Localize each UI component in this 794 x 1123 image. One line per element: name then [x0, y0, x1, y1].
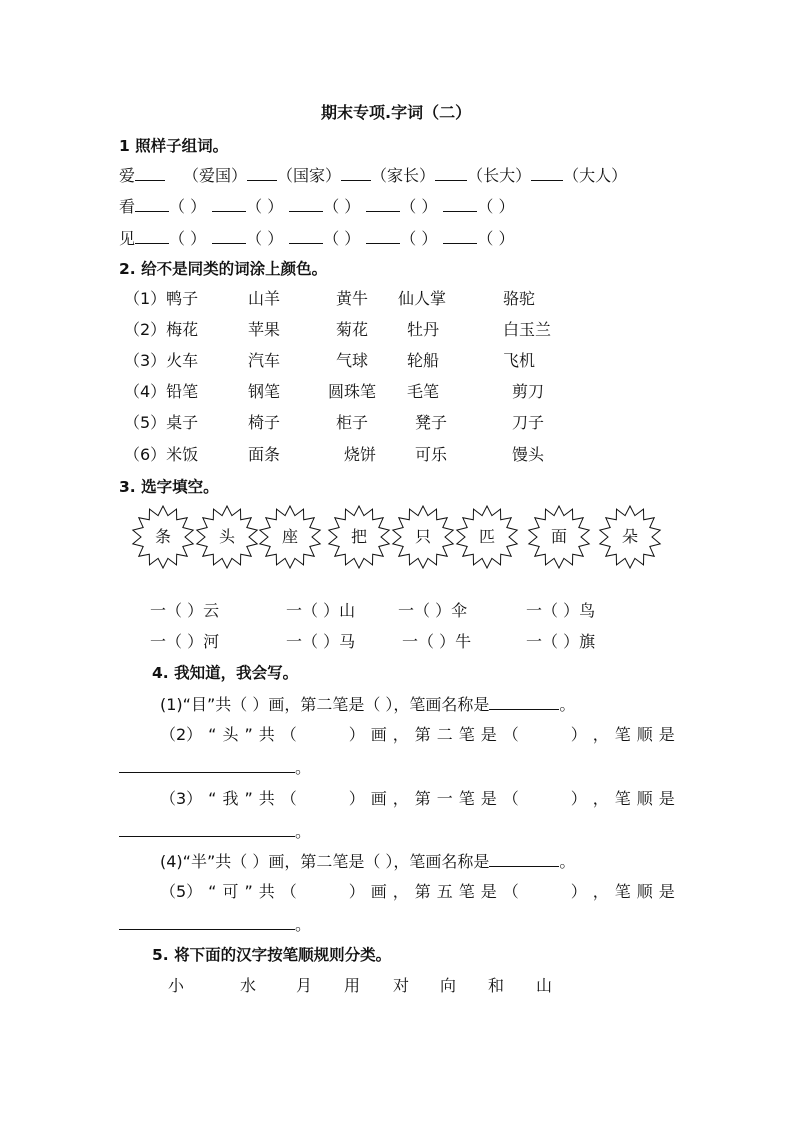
word-cell[interactable]: 椅子 [248, 413, 281, 432]
word-cell[interactable]: 面条 [248, 445, 281, 464]
choice-char: 匹 [478, 527, 495, 546]
q4-text: ） [570, 882, 587, 901]
q4-text: 我 [222, 789, 239, 808]
q1-example-item: （爱国） [183, 166, 248, 185]
blank-line[interactable] [289, 196, 323, 212]
blank-line[interactable] [489, 694, 559, 710]
q4-text: 一 [436, 789, 453, 808]
blank-line[interactable] [247, 165, 277, 181]
blank-line[interactable] [212, 228, 246, 244]
q4-text: 顺 [636, 725, 653, 744]
q1-example-item: （大人） [563, 166, 628, 185]
starburst-choice[interactable] [455, 505, 519, 569]
answer-paren[interactable]: （ ） [477, 197, 515, 216]
q1-example-item: （家长） [371, 166, 436, 185]
q2-row [124, 320, 584, 340]
q4-text: 画 [370, 882, 387, 901]
q4-text: 头 [222, 725, 239, 744]
sort-char: 向 [440, 976, 457, 995]
answer-paren-open[interactable]: （ [502, 725, 519, 744]
q1-example-char: 爱 [119, 166, 136, 185]
word-cell[interactable]: 圆珠笔 [328, 382, 377, 401]
q4-question-text: (4)“半”共（ ）画，第二笔是（ ），笔画名称是 [160, 852, 490, 871]
word-cell[interactable]: 凳子 [415, 413, 448, 432]
blank-line[interactable] [212, 196, 246, 212]
q4-text: ， [592, 725, 609, 744]
q2-row [124, 445, 584, 465]
q4-line-2: （2） “ 头 ” 共 （ ） 画 ， 第 二 笔 是 （ ） ， 笔 顺 是 [160, 725, 675, 744]
q1-example-row [119, 165, 627, 185]
q2-row [124, 351, 584, 371]
fill-blank[interactable]: 一（ ）云 [150, 601, 220, 620]
q4-text: 共 [258, 789, 275, 808]
answer-paren[interactable]: （ ） [169, 197, 207, 216]
word-cell[interactable]: 轮船 [407, 351, 440, 370]
answer-paren[interactable]: （ ） [323, 197, 361, 216]
q4-text: 是 [480, 789, 497, 808]
q4-line-5: （5） “ 可 ” 共 （ ） 画 ， 第 五 笔 是 （ ） ， 笔 顺 是 [160, 882, 675, 901]
blank-line[interactable] [443, 196, 477, 212]
word-cell[interactable]: 白玉兰 [503, 320, 552, 339]
q4-text: 共 [258, 882, 275, 901]
q1-row-char: 看 [119, 197, 136, 216]
q4-line-4 [160, 851, 575, 871]
q3-blank-row [150, 601, 630, 621]
q4-text: 顺 [636, 789, 653, 808]
q4-text: “ [208, 725, 217, 744]
q4-text: ， [392, 789, 409, 808]
blank-line[interactable] [531, 165, 563, 181]
page-title: 期末专项.字词（二） [321, 103, 472, 122]
q4-text: ， [592, 882, 609, 901]
q4-text: 可 [222, 882, 239, 901]
q4-text: 是 [480, 882, 497, 901]
word-cell[interactable]: 毛笔 [407, 382, 440, 401]
q4-question-text: (1)“目”共（ ）画，第二笔是（ ），笔画名称是 [160, 695, 490, 714]
word-cell[interactable]: 山羊 [248, 289, 281, 308]
q4-text: （3） [160, 789, 203, 808]
q3-heading: 3. 选字填空。 [119, 478, 219, 496]
choice-char: 朵 [621, 527, 638, 546]
answer-paren-open[interactable]: （ [280, 789, 297, 808]
period: 。 [295, 915, 312, 934]
sort-char: 水 [240, 976, 257, 995]
word-cell: （1）鸭子 [124, 289, 199, 308]
blank-line[interactable] [135, 228, 169, 244]
fill-blank[interactable]: 一（ ）旗 [526, 632, 596, 651]
period: 。 [295, 822, 312, 841]
q4-text: ， [592, 789, 609, 808]
answer-paren[interactable]: （ ） [400, 229, 438, 248]
fill-blank[interactable]: 一（ ）伞 [398, 601, 468, 620]
q5-heading: 5. 将下面的汉字按笔顺规则分类。 [152, 946, 392, 964]
fill-blank[interactable]: 一（ ）河 [150, 632, 220, 651]
starburst-choice[interactable] [327, 505, 391, 569]
q4-text: 是 [658, 882, 675, 901]
q4-text: 笔 [458, 789, 475, 808]
q1-heading: 1 照样子组词。 [119, 137, 229, 155]
sort-char: 月 [296, 976, 313, 995]
blank-line[interactable] [435, 165, 467, 181]
q4-text: 笔 [614, 882, 631, 901]
q4-line-2-answer [119, 757, 311, 777]
starburst-choice[interactable] [195, 505, 259, 569]
q4-text: 二 [436, 725, 453, 744]
answer-paren[interactable]: （ ） [169, 229, 207, 248]
word-cell[interactable]: 烧饼 [344, 445, 377, 464]
q4-text: 第 [414, 725, 431, 744]
starburst-choice[interactable] [527, 505, 591, 569]
q1-example-item: （国家） [277, 166, 342, 185]
q4-text: ， [392, 882, 409, 901]
answer-paren[interactable]: （ ） [477, 229, 515, 248]
word-cell[interactable]: 钢笔 [248, 382, 281, 401]
sort-char: 用 [344, 976, 361, 995]
answer-paren-open[interactable]: （ [502, 882, 519, 901]
answer-paren-open[interactable]: （ [280, 725, 297, 744]
answer-line[interactable] [119, 757, 295, 773]
starburst-choice[interactable] [258, 505, 322, 569]
q4-text: “ [208, 789, 217, 808]
period: 。 [559, 695, 576, 714]
word-cell[interactable]: 刀子 [512, 413, 545, 432]
word-cell[interactable]: 汽车 [248, 351, 281, 370]
starburst-choice[interactable] [131, 505, 195, 569]
fill-blank[interactable]: 一（ ）鸟 [526, 601, 596, 620]
word-cell[interactable]: 剪刀 [512, 382, 545, 401]
word-cell[interactable]: 仙人掌 [398, 289, 447, 308]
q4-text: ” [244, 882, 253, 901]
word-cell[interactable]: 气球 [336, 351, 369, 370]
blank-line[interactable] [289, 228, 323, 244]
q4-text: （5） [160, 882, 203, 901]
blank-line[interactable] [135, 165, 165, 181]
q4-text: 顺 [636, 882, 653, 901]
fill-blank[interactable]: 一（ ）山 [286, 601, 356, 620]
period: 。 [559, 852, 576, 871]
q2-heading: 2. 给不是同类的词涂上颜色。 [119, 260, 328, 278]
period: 。 [295, 758, 312, 777]
q4-text: 画 [370, 725, 387, 744]
q4-text: ” [244, 725, 253, 744]
q4-text: 是 [480, 725, 497, 744]
q4-text: 五 [436, 882, 453, 901]
choice-char: 只 [414, 527, 431, 546]
word-cell[interactable]: 飞机 [503, 351, 536, 370]
q4-heading: 4. 我知道，我会写。 [152, 664, 299, 682]
q4-text: 共 [258, 725, 275, 744]
answer-line[interactable] [119, 821, 295, 837]
word-cell: （4）铅笔 [124, 382, 199, 401]
word-cell[interactable]: 柜子 [336, 413, 369, 432]
word-cell[interactable]: 骆驼 [503, 289, 536, 308]
choice-char: 座 [281, 527, 298, 546]
answer-line[interactable] [119, 914, 295, 930]
q4-text: 笔 [614, 789, 631, 808]
answer-paren[interactable]: （ ） [323, 229, 361, 248]
q1-example-item: （长大） [467, 166, 532, 185]
word-cell: （2）梅花 [124, 320, 199, 339]
choice-char: 条 [154, 527, 171, 546]
q2-row [124, 289, 584, 309]
q4-text: ” [244, 789, 253, 808]
answer-paren-open[interactable]: （ [280, 882, 297, 901]
fill-blank[interactable]: 一（ ）牛 [402, 632, 472, 651]
blank-line[interactable] [443, 228, 477, 244]
word-cell: （3）火车 [124, 351, 199, 370]
q4-text: “ [208, 882, 217, 901]
word-cell[interactable]: 牡丹 [407, 320, 440, 339]
q4-text: 是 [658, 725, 675, 744]
choice-char: 面 [550, 527, 567, 546]
sort-char: 和 [488, 976, 505, 995]
sort-char: 对 [393, 976, 410, 995]
blank-line[interactable] [489, 851, 559, 867]
word-cell[interactable]: 苹果 [248, 320, 281, 339]
answer-paren[interactable]: （ ） [246, 229, 284, 248]
q2-row [124, 382, 584, 402]
q1-row-char: 见 [119, 229, 136, 248]
q1-row-jian [119, 228, 514, 248]
q5-char-row [168, 976, 568, 996]
blank-line[interactable] [341, 165, 371, 181]
word-cell[interactable]: 黄牛 [336, 289, 369, 308]
word-cell: （5）桌子 [124, 413, 199, 432]
q4-line-1 [160, 694, 575, 714]
q4-text: 第 [414, 882, 431, 901]
q4-text: 笔 [458, 882, 475, 901]
starburst-choice[interactable] [391, 505, 455, 569]
q3-blank-row [150, 632, 630, 652]
answer-paren[interactable]: （ ） [400, 197, 438, 216]
q4-text: 笔 [614, 725, 631, 744]
q4-text: ） [570, 789, 587, 808]
q4-text: （2） [160, 725, 203, 744]
answer-paren-open[interactable]: （ [502, 789, 519, 808]
q4-line-3: （3） “ 我 ” 共 （ ） 画 ， 第 一 笔 是 （ ） ， 笔 顺 是 [160, 789, 675, 808]
q1-row-kan [119, 196, 514, 216]
word-cell[interactable]: 菊花 [336, 320, 369, 339]
q4-text: 笔 [458, 725, 475, 744]
q4-text: ， [392, 725, 409, 744]
choice-char: 把 [350, 527, 367, 546]
q4-text: ） [570, 725, 587, 744]
word-cell[interactable]: 馒头 [512, 445, 545, 464]
answer-paren[interactable]: （ ） [246, 197, 284, 216]
word-cell[interactable]: 可乐 [415, 445, 448, 464]
word-cell: （6）米饭 [124, 445, 199, 464]
choice-char: 头 [218, 527, 235, 546]
q2-row [124, 413, 584, 433]
blank-line[interactable] [135, 196, 169, 212]
q4-text: 是 [658, 789, 675, 808]
q4-line-3-answer [119, 821, 311, 841]
fill-blank[interactable]: 一（ ）马 [286, 632, 356, 651]
starburst-choice[interactable] [598, 505, 662, 569]
q4-line-5-answer [119, 914, 311, 934]
blank-line[interactable] [366, 196, 400, 212]
q4-text: 画 [370, 789, 387, 808]
sort-char: 山 [536, 976, 553, 995]
blank-line[interactable] [366, 228, 400, 244]
q4-text: 第 [414, 789, 431, 808]
sort-char: 小 [168, 976, 185, 995]
